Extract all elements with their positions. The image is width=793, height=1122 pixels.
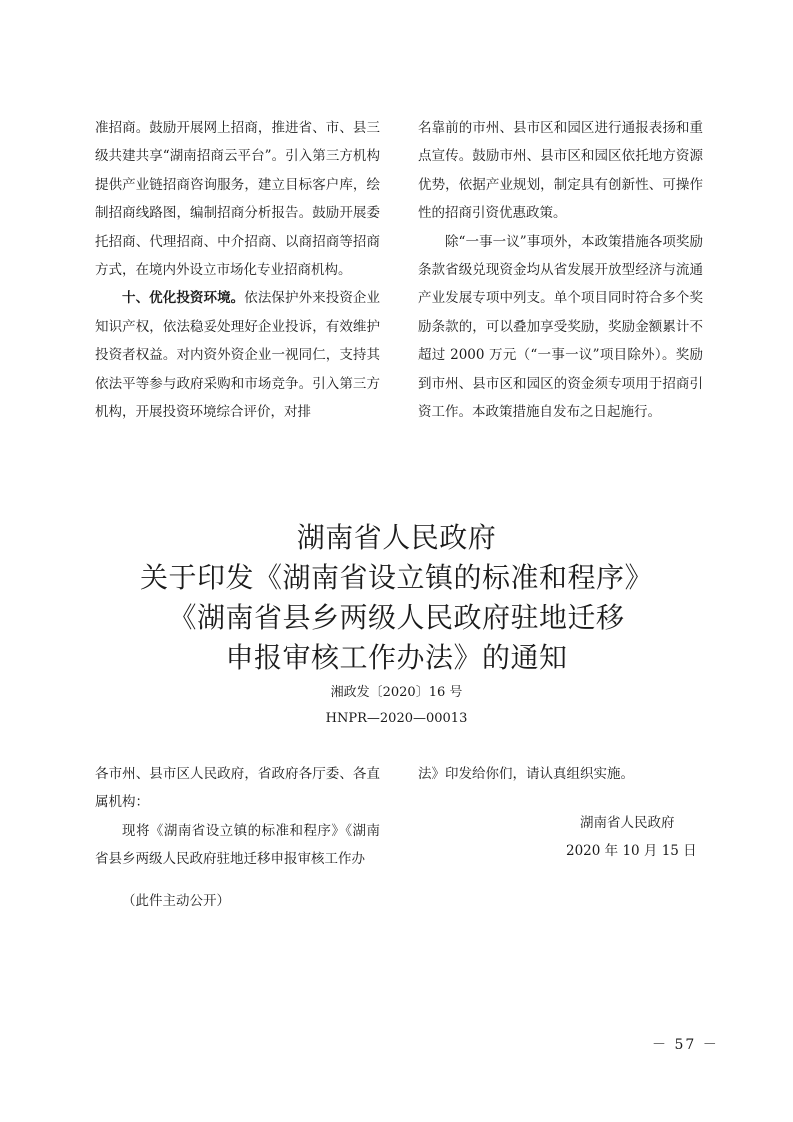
notice-body-right	[418, 760, 703, 788]
page-number: － 57 －	[652, 1037, 719, 1053]
paragraph-attracting-investment: 准招商。鼓励开展网上招商，推进省、市、县三级共建共享“湖南招商云平台”。引入第三方机构提供产业链招商咨询服务，建立目标客户库，绘制招商线路图，编制招商分析报告。鼓励开展委托招商、代理招商、中介招商、以商招商等招商方式，在境内外设立市场化专业招商机构。	[95, 120, 380, 279]
disclosure-note: （此件主动公开）	[122, 893, 230, 909]
title-line: 关于印发《湖南省设立镇的标准和程序》	[139, 561, 653, 594]
paragraph-continued: 名靠前的市州、县市区和园区进行通报表扬和重点宣传。鼓励市州、县市区和园区依托地方资源优势，依据产业规划，制定具有创新性、可操作性的招商引资优惠政策。	[418, 120, 703, 222]
paragraph-investment-environment	[95, 284, 380, 426]
signature-date: 2020 年 10 月 15 日	[566, 843, 697, 859]
notice-body-continued: 法》印发给你们，请认真组织实施。	[418, 766, 634, 782]
previous-section-right-column	[418, 114, 703, 426]
document-code: HNPR—2020—00013	[325, 711, 468, 726]
signature-organization: 湖南省人民政府	[580, 815, 675, 831]
notice-title	[0, 518, 793, 678]
document-number: 湘政发〔2020〕16 号	[330, 685, 463, 700]
title-line: 湖南省人民政府	[296, 521, 497, 554]
notice-body-text: 现将《湖南省设立镇的标准和程序》《湖南省县乡两级人民政府驻地迁移申报审核工作办	[95, 822, 380, 868]
title-line: 申报审核工作办法》的通知	[225, 641, 568, 674]
title-line: 《湖南省县乡两级人民政府驻地迁移	[168, 601, 625, 634]
section-heading: 十、优化投资环境。	[122, 290, 245, 307]
previous-section-left-column	[95, 114, 380, 426]
paragraph-funding: 除“一事一议”事项外，本政策措施各项奖励条款省级兑现资金均从省发展开放型经济与流通产业发展专项中列支。单个项目同时符合多个奖励条款的，可以叠加享受奖励，奖励金额累计不超过 2000 万元（“一事一议”项目除外）。奖励到市州、县市区和园区的资金须专项用于招商引资工作。本政策措施自发布之日起施行。	[418, 233, 703, 421]
addressee: 各市州、县市区人民政府，省政府各厅委、各直属机构：	[95, 766, 380, 811]
section-body: 依法保护外来投资企业知识产权，依法稳妥处理好企业投诉，有效维护投资者权益。对内资外资企业一视同仁，支持其依法平等参与政府采购和市场竞争。引入第三方机构，开展投资环境综合评价，对排	[95, 290, 380, 421]
notice-body-left	[95, 760, 380, 874]
